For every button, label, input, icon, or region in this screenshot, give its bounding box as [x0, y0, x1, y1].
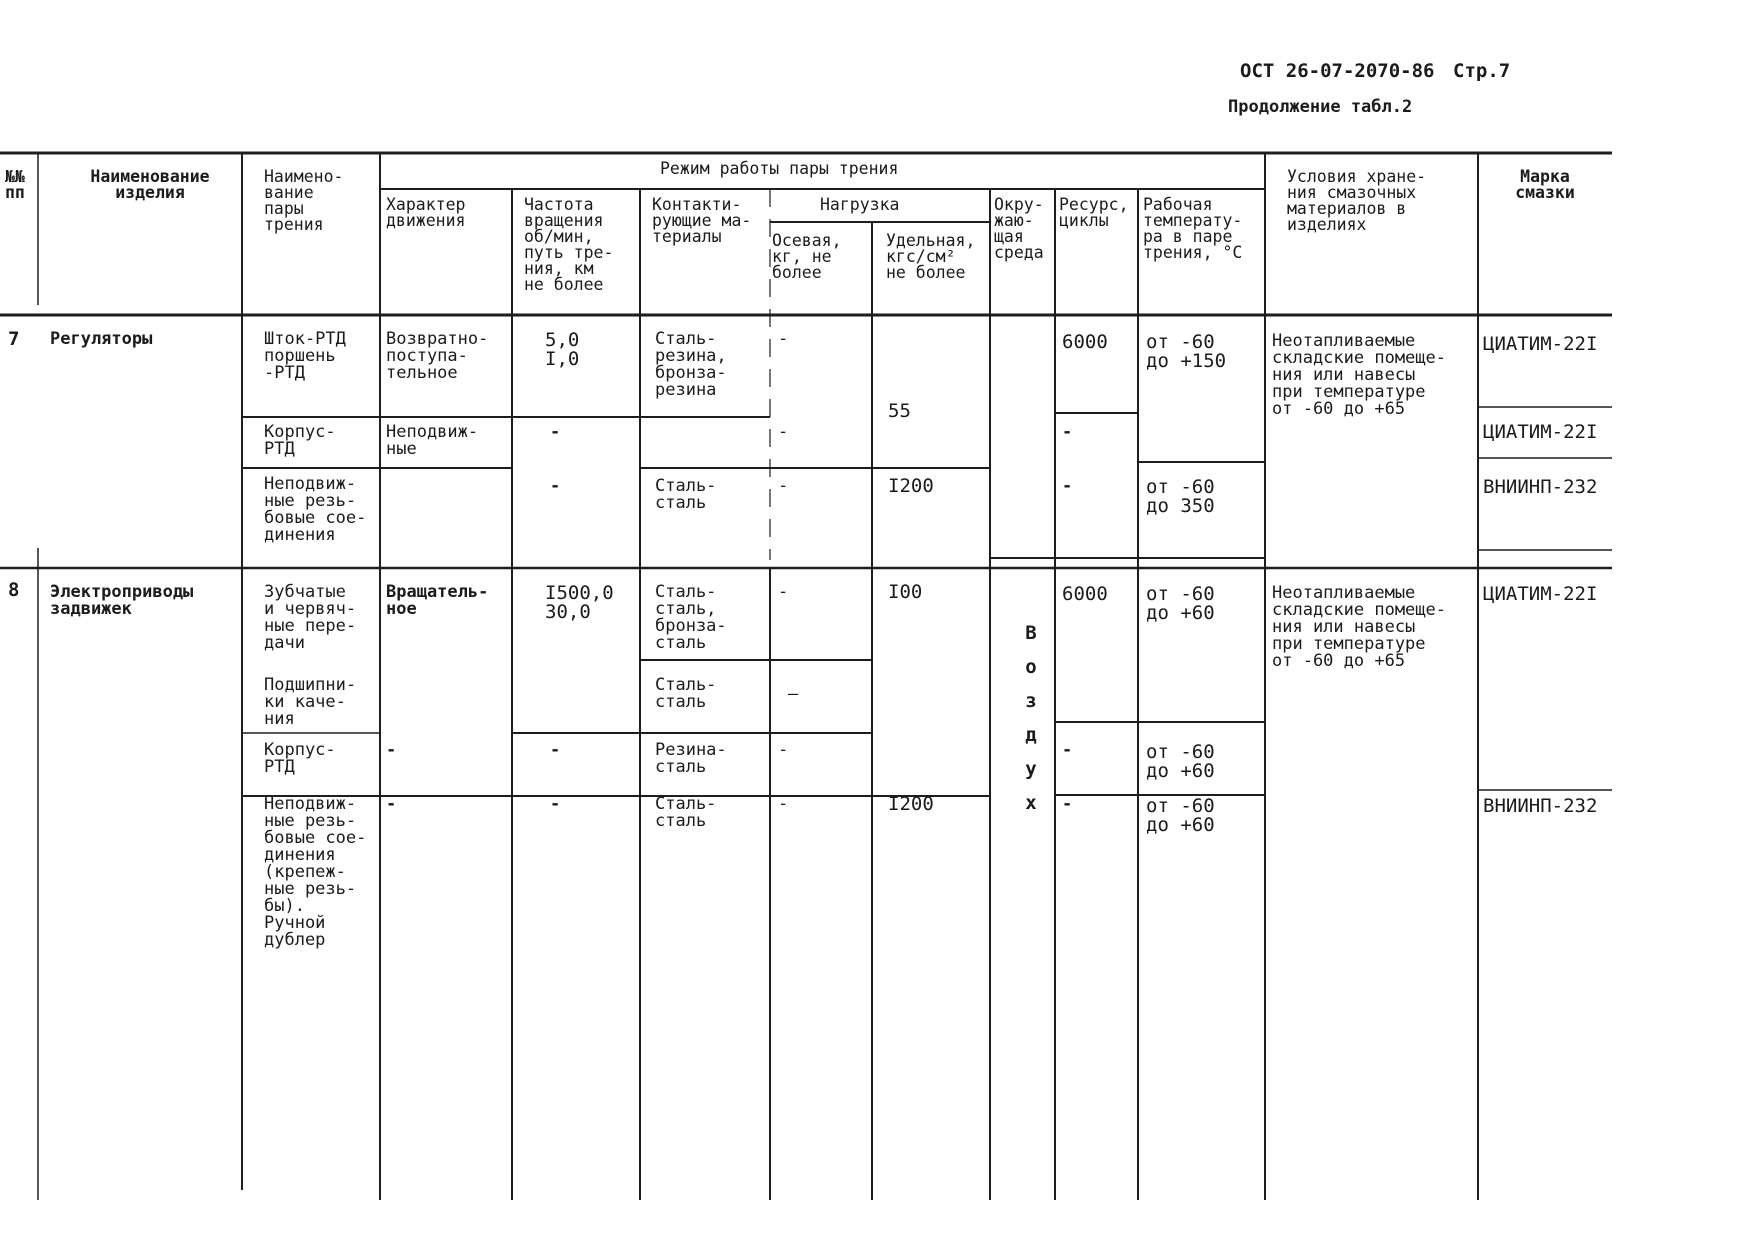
header-number: №№ пп	[5, 167, 25, 202]
environment-value	[1016, 582, 1046, 854]
product-name: Регуляторы	[50, 329, 153, 349]
lubricant-brand: ВНИИНП-232	[1483, 795, 1598, 817]
table-continuation-label: Продолжение табл.2	[1228, 97, 1413, 117]
header-motion-type: Характер движения	[386, 195, 466, 230]
page-number: Стр.7	[1453, 60, 1511, 82]
friction-pair: Неподвиж- ные резь- бовые сое- динения (крепеж- ные резь- бы). Ручной дублер	[264, 794, 367, 950]
friction-pair: Корпус- РТД	[264, 740, 336, 777]
rotation-frequency: -	[550, 422, 561, 442]
working-temperature: от -60 до +150	[1146, 331, 1227, 372]
row-number: 8	[8, 579, 20, 601]
specific-load: I200	[888, 793, 934, 815]
axial-load: -	[778, 329, 789, 349]
rotation-frequency: 5,0 I,0	[545, 329, 580, 370]
header-contact-materials: Контакти- рующие ма- териалы	[652, 195, 752, 246]
resource-cycles: -	[1062, 476, 1073, 496]
contact-materials: Резина- сталь	[655, 740, 727, 777]
resource-cycles: -	[1062, 422, 1073, 442]
rotation-frequency: -	[550, 794, 561, 814]
contact-materials: Сталь- сталь	[655, 794, 717, 831]
friction-pair: Корпус- РТД	[264, 422, 336, 459]
rotation-frequency: -	[550, 476, 561, 496]
header-working-temperature: Рабочая температу- ра в паре трения, °С	[1143, 195, 1243, 262]
document-code: ОСТ 26-07-2070-86	[1240, 60, 1435, 82]
motion-type: Вращатель- ное	[386, 582, 489, 619]
axial-load: -	[778, 422, 789, 442]
motion-type: Возвратно- поступа- тельное	[386, 329, 489, 383]
axial-load: -	[778, 476, 789, 496]
contact-materials: Сталь- сталь, бронза- сталь	[655, 582, 727, 653]
working-temperature: от -60 до 350	[1146, 476, 1215, 517]
header-rotation-frequency: Частота вращения об/мин, путь тре- ния, км не более	[524, 195, 614, 294]
lubricant-brand: ЦИАТИМ-22I	[1483, 583, 1598, 605]
header-friction-pair: Наимено- вание пары трения	[264, 167, 344, 234]
friction-pair: Неподвиж- ные резь- бовые сое- динения	[264, 474, 367, 545]
working-temperature: от -60 до +60	[1146, 583, 1215, 624]
header-environment: Окру- жаю- щая среда	[994, 195, 1044, 262]
motion-type: Неподвиж- ные	[386, 422, 479, 459]
axial-load: -	[778, 740, 789, 760]
working-temperature: от -60 до +60	[1146, 741, 1215, 782]
resource-cycles: 6000	[1062, 583, 1108, 605]
product-name: Электроприводы задвижек	[50, 582, 194, 619]
working-temperature: от -60 до +60	[1146, 795, 1215, 836]
contact-materials: Сталь- сталь	[655, 476, 717, 513]
lubricant-brand: ЦИАТИМ-22I	[1483, 421, 1598, 443]
header-storage-conditions: Условия хране- ния смазочных материалов в изделиях	[1287, 167, 1427, 234]
header-axial-load: Осевая, кг, не более	[772, 231, 842, 282]
lubricant-brand: ЦИАТИМ-22I	[1483, 333, 1598, 355]
resource-cycles: -	[1062, 740, 1073, 760]
header-load: Нагрузка	[820, 195, 900, 214]
resource-cycles: 6000	[1062, 331, 1108, 353]
axial-load: -	[778, 794, 789, 814]
friction-pair: Зубчатые и червяч- ные пере- дачи	[264, 582, 357, 653]
specific-load: 55	[888, 400, 911, 422]
specific-load: I200	[888, 475, 934, 497]
motion-type: -	[386, 794, 397, 814]
storage-conditions: Неотапливаемые складские помеще- ния или навесы при температуре от -60 до +65	[1272, 583, 1446, 671]
contact-materials: Сталь- резина, бронза- резина	[655, 329, 727, 400]
lubricant-brand: ВНИИНП-232	[1483, 476, 1598, 498]
header-lubricant-brand: Марка смазки	[1515, 167, 1575, 202]
storage-conditions: Неотапливаемые складские помеще- ния или навесы при температуре от -60 до +65	[1272, 331, 1446, 419]
header-specific-load: Удельная, кгс/см² не более	[886, 231, 976, 282]
friction-pair: Шток-РТД поршень -РТД	[264, 329, 346, 383]
axial-load: -	[778, 582, 789, 602]
friction-pair: Подшипни- ки каче- ния	[264, 675, 357, 729]
rotation-frequency: I500,0 30,0	[545, 582, 614, 623]
resource-cycles: -	[1062, 794, 1073, 814]
specific-load: I00	[888, 581, 923, 603]
row-number: 7	[8, 328, 20, 350]
header-product-name: Наименование изделия	[90, 167, 210, 202]
header-operating-mode: Режим работы пары трения	[660, 159, 899, 178]
motion-type: -	[386, 740, 397, 760]
contact-materials: Сталь- сталь	[655, 675, 717, 712]
rotation-frequency: -	[550, 740, 561, 760]
header-resource: Ресурс, циклы	[1059, 195, 1129, 230]
axial-load: –	[788, 684, 799, 704]
environment-text: Воздух	[1025, 622, 1037, 814]
